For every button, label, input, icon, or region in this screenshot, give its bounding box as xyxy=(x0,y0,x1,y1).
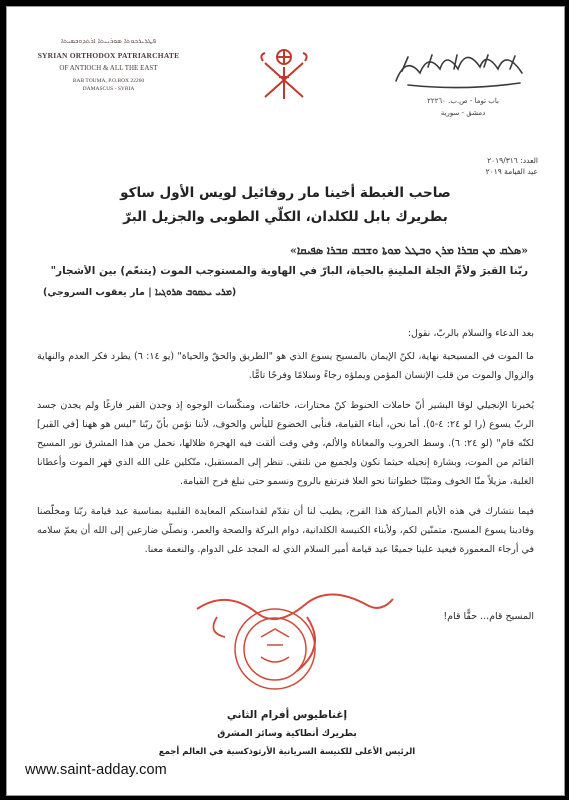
patriarchate-header-english xyxy=(31,37,186,92)
reference-block xyxy=(418,155,538,177)
verse-arabic: ربّنا القبرَ ولأمِّ الجلّة الملينةِ بالحياة، البارّ في الهاوية والمستوجب الموت (يتنعّم) بين الأشجار" xyxy=(50,265,528,277)
signatory-subtitle: الرئيس الأعلى للكنيسة السريانية الأرثوذكسية في العالم أجمع xyxy=(158,747,416,757)
verse-source: (ܡܪܝ ܝܥܩܘܒ ܣܪܘܓܝܐ | مار يعقوب السروجي) xyxy=(43,287,237,298)
verse-syriac: «ܣܠܩ ܡܢ ܩܒܪܐ ܡܪܢ ܘܒܛܠ ܡܘܬܐ ܘܫܒܩ ܩܒܪܐ ܣܦܝܩܐ» xyxy=(290,244,528,257)
reference-occasion: عيد القيامة ٢٠١٩ xyxy=(485,167,538,176)
patriarchate-address: BAB TOUMA, P.O.BOX 22260 xyxy=(72,78,145,84)
arabic-calligraphy-logo xyxy=(388,47,538,89)
syriac-header-line: ܦܛܪܝܪܟܘܬܐ ܣܘܪܝܝܬܐ ܐܪܬܕܘܟܣܝܬܐ xyxy=(61,37,156,45)
signatory-name: إغناطيوس أفرام الثاني xyxy=(226,709,348,721)
body-paragraph: فيما نتشارك في هذه الأيام المباركة هذا الفرح، يطيب لنا أن نقدّم لقداستكم المعايدة القلبية بمناسبة عيد قيامة ربّنا ومخلّصنا وفادينا يسوع المسيح، متمنّين لكم، ولأبناء الكنيسة الكلدانية، دوام البركة والصحة والعمر، ونصلّي ضارعين إلى الله أن يعمّ سلامه في أرجاء المعمورة فيعيد علينا جميعًا عيد قيامة أمير السلام الذي له المجد على الدوام. والنعمة معنا. xyxy=(37,506,534,555)
body-paragraph: ما الموت في المسيحية نهاية، لكنّ الإيمان بالمسيح يسوع الذي هو "الطريق والحقّ والحياة" (يو ١٤: ٦) يطرد فكر العدم والنهاية والزوال والموت من قلب الإنسان المؤمن ويملؤه رجاءً وسلامًا وفرحًا تامًّا. xyxy=(37,350,534,381)
arabic-address: باب توما - ص.ب. ٢٢٢٦٠ xyxy=(427,97,499,105)
arabic-city: دمشق - سورية xyxy=(440,109,486,117)
website-watermark: www.saint-adday.com xyxy=(25,762,167,778)
patriarchate-region: OF ANTIOCH & ALL THE EAST xyxy=(59,64,158,72)
signatory-title: بطريرك أنطاكية وسائر المشرق xyxy=(217,729,357,739)
addressee-line-1: صاحب الغبطة أخينا مار روفائيل لويس الأول ساكو xyxy=(120,185,451,201)
letter-page xyxy=(6,6,565,796)
patriarchate-city: DAMASCUS - SYRIA xyxy=(82,86,135,92)
body-paragraph: يُخبرنا الإنجيلي لوقا البشير أنّ حاملات الحنوط كنّ محتارات، خائفات، ومنكّسات الوجوه إذ وجدن القبر فارغًا ولم يجدن جسد الربّ يسوع (را لو ٢٤: ٤-٥). أما نحن، أبناء القيامة، فنأبى الخضوع لليأس والخوف، لأننا نؤمن بأنّ ربّنا "ليس هو ههنا [في القبر] لكنّه قام" (لو ٢٤: ٦). وسط الحروب والمعاناة والألم، وفي وقت ألقت فيه الهجرة ظلالها، نحمل من هذا المشرق نور المسيح القائم من الموت، وبشارة إنجيله حيثما نكون ولجميع من نلتقي. ننظر إلى المستقبل، متّكلين على الله الذي قهر الموت وأعطانا الغلبة، مزيلاً منّا الخوف ومثبّتًا خطواتنا نحو العلا فنرتفع بالروح ونسمو حتى نبلغ فرح القيامة. xyxy=(37,400,535,487)
letter-body xyxy=(37,325,534,572)
patriarchate-name: SYRIAN ORTHODOX PATRIARCHATE xyxy=(37,51,180,60)
reference-number: العدد: ٢٠١٩/٣١٦ xyxy=(487,156,538,165)
closing-greeting: المسيح قام... حقًّا قام! xyxy=(443,611,534,622)
greeting-paragraph: بعد الدعاء والسلام بالربّ، نقول: xyxy=(407,328,534,339)
signature-and-seal-icon xyxy=(157,587,407,697)
addressee-line-2: بطريرك بابل للكلدان، الكلّي الطوبى والجزيل البرّ xyxy=(123,209,448,225)
patriarchal-emblem-icon xyxy=(253,41,315,103)
patriarchate-header-arabic xyxy=(388,47,538,117)
